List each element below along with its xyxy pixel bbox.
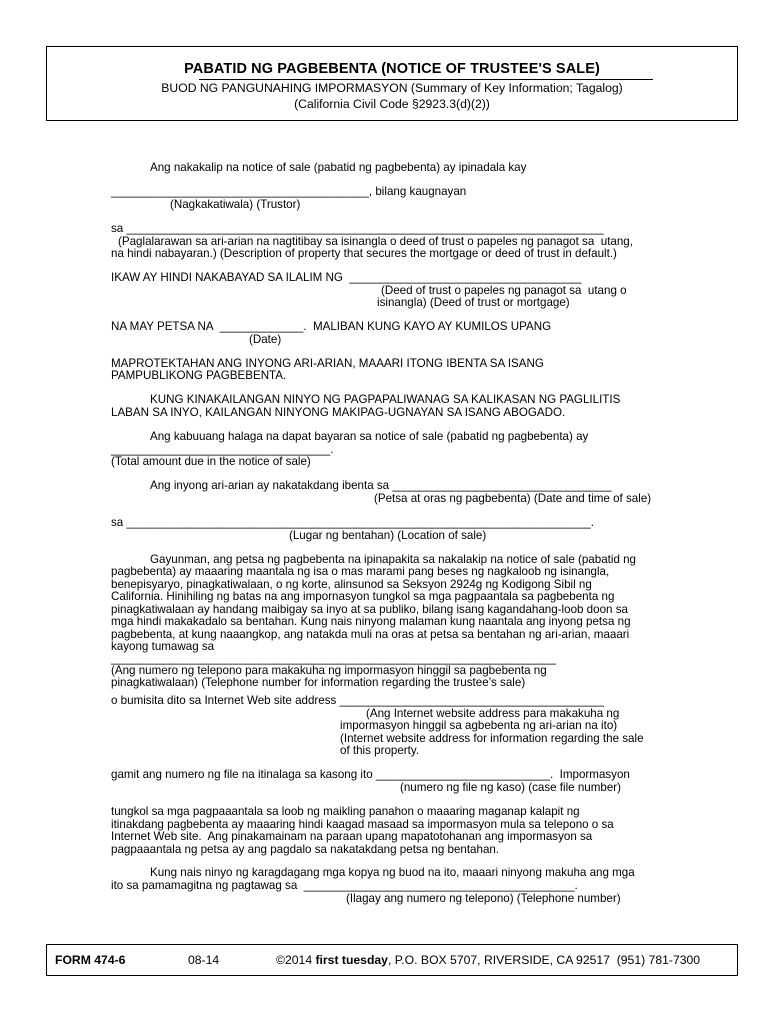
title-underline [199, 79, 653, 80]
body-line: MAPROTEKTAHAN ANG INYONG ARI-ARIAN, MAAARI ITONG IBENTA SA ISANG [111, 357, 544, 370]
body-line: pinagkatiwalaan ay handang maibigay sa inyo at sa publiko, bilang isang kagandahang-loob doon sa [111, 603, 628, 616]
field-caption: isinangla) (Deed of trust or mortgage) [377, 296, 570, 309]
body-line: tungkol sa mga pagpaaantala sa loob ng maikling panahon o maaaring maganap kalapit ng [111, 805, 580, 818]
publisher-address: , P.O. BOX 5707, RIVERSIDE, CA 92517 (951) 781-7300 [387, 953, 701, 967]
date-field-line: NA MAY PETSA NA _____________. MALIBAN KUNG KAYO AY KUMILOS UPANG [111, 320, 552, 333]
body-line: kayong tumawag sa [111, 640, 215, 653]
body-line: pagbebenta) ay maaaring maantala ng isa o mas marami pang beses ng nagkaloob ng isinangla, [111, 565, 610, 578]
field-caption: (Paglalarawan sa ari-arian na nagtitibay sa isinangla o deed of trust o papeles ng panagot sa utang, [118, 235, 633, 248]
form-header [46, 46, 738, 121]
deed-field-line: IKAW AY HINDI NAKABAYAD SA ILALIM NG ____________________________________ [111, 271, 582, 284]
body-line: itinakdang pagbebenta ay maaaring hindi kaagad masaad sa impormasyon mula sa telepono o sa [111, 818, 614, 831]
field-caption: impormasyon hinggil sa agbebenta ng ari-arian na ito) [340, 719, 618, 732]
body-line: Internet Web site. Ang pinakamainam na paraan upang mapatotohanan ang impormasyon sa [111, 830, 593, 843]
copies-phone-field-line: ito sa pamamagitna ng pagtawag sa __________________________________________. [111, 879, 578, 892]
revision-date: 08-14 [188, 953, 220, 967]
body-line: Kung nais ninyo ng karagdagang mga kopya ng buod na ito, maaari ninyong makuha ang mga [150, 866, 635, 879]
code-citation: (California Civil Code §2923.3(d)(2)) [294, 97, 490, 111]
body-line: pagpaaantala ng petsa ay ang pagdalo sa nakatakdang petsa ng bentahan. [111, 843, 500, 856]
field-caption: of this property. [340, 744, 420, 757]
field-caption: (Total amount due in the notice of sale) [111, 455, 311, 468]
form-footer [46, 944, 738, 976]
field-caption: na hindi nabayaran.) (Description of property that secures the mortgage or deed of trust in default.) [111, 247, 617, 260]
field-caption: (Ilagay ang numero ng telepono) (Telephone number) [346, 892, 621, 905]
form-subtitle: BUOD NG PANGUNAHING IMPORMASYON (Summary of Key Information; Tagalog) [161, 81, 623, 95]
amount-field-line: __________________________________. [111, 443, 334, 456]
property-field-line: sa __________________________________________________________________________ [111, 222, 604, 235]
copyright-line [276, 953, 700, 967]
form-number: FORM 474-6 [55, 953, 126, 967]
field-caption: (Nagkakatiwala) (Trustor) [170, 198, 301, 211]
field-caption: (Lugar ng bentahan) (Location of sale) [289, 529, 487, 542]
body-line: benepisyaryo, pinagkatiwalaan, o ng korte, alinsunod sa Seksyon 2924g ng Kodigong Sibil ng [111, 578, 592, 591]
field-caption: (Deed of trust o papeles ng panagot sa utang o [381, 284, 627, 297]
body-line: Ang nakakalip na notice of sale (pabatid ng pagbebenta) ay ipinadala kay [150, 161, 527, 174]
body-line: Ang kabuuang halaga na dapat bayaran sa notice of sale (pabatid ng pagbebenta) ay [150, 430, 589, 443]
body-line: PAMPUBLIKONG PAGBEBENTA. [111, 369, 287, 382]
form-title: PABATID NG PAGBEBENTA (NOTICE OF TRUSTEE'S SALE) [184, 61, 600, 77]
website-field-line: o bumisita dito sa Internet Web site address _________________________________________ [111, 694, 604, 707]
body-line: Gayunman, ang petsa ng pagbebenta na ipinapakita sa nakalakip na notice of sale (pabatid ng [150, 553, 637, 566]
trustor-field-line: ________________________________________, bilang kaugnayan [111, 185, 467, 198]
phone-field-line: _____________________________________________________________________ [111, 652, 556, 665]
body-line: pagbebenta, at kung naaangkop, ang natakda muli na oras at petsa sa bentahan ng ari-arian, maaari [111, 628, 630, 641]
publisher-brand: first tuesday [315, 953, 388, 967]
field-caption: (Petsa at oras ng pagbebenta) (Date and time of sale) [374, 492, 652, 505]
body-line: LABAN SA INYO, KAILANGAN NINYONG MAKIPAG-UGNAYAN SA ISANG ABOGADO. [111, 406, 566, 419]
field-caption: pinagkatiwalaan) (Telephone number for information regarding the trustee’s sale) [111, 676, 526, 689]
field-caption: (numero ng file ng kaso) (case file number) [400, 781, 622, 794]
sale-date-field-line: Ang inyong ari-arian ay nakatakdang ibenta sa __________________________________ [150, 479, 612, 492]
field-caption: (Internet website address for information regarding the sale [340, 732, 644, 745]
body-line: KUNG KINAKAILANGAN NINYO NG PAGPAPALIWANAG SA KALIKASAN NG PAGLILITIS [150, 393, 621, 406]
body-line: California. Hinihiling ng batas na ang impornasyon tungkol sa mga pagpaantala sa pagbebenta ng [111, 590, 615, 603]
field-caption: (Ang numero ng telepono para makakuha ng impormasyon hinggil sa pagbebenta ng [111, 664, 547, 677]
copyright-prefix: ©2014 [276, 953, 316, 967]
field-caption: (Ang Internet website address para makakuha ng [366, 707, 620, 720]
field-caption: (Date) [249, 333, 282, 346]
body-line: mga hindi makakadalo sa bentahan. Kung nais ninyong malaman kung naantala ang inyong petsa ng [111, 615, 631, 628]
case-file-field-line: gamit ang numero ng file na itinalaga sa kasong ito ___________________________. Impormasyon [111, 768, 630, 781]
location-field-line: sa ________________________________________________________________________. [111, 516, 594, 529]
